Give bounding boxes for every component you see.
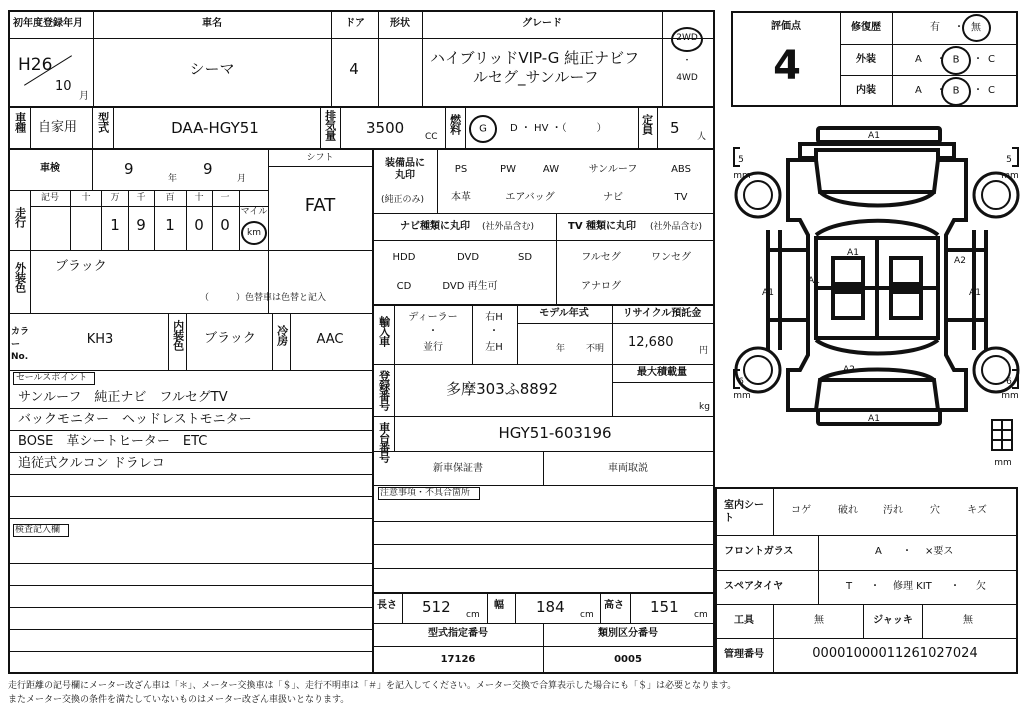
type-no-value: 17126 [440,654,476,665]
height-label: 高さ [604,600,624,611]
mileage-col-5: 十 [194,193,204,203]
equip-option: サンルーフ [588,164,638,175]
equipment-sub: (純正のみ) [381,195,425,205]
shape-header: 形状 [390,18,410,29]
equip-option: TV [674,192,688,203]
ac-label: 冷房 [275,325,289,345]
first-reg-header: 初年度登録年月 [13,18,83,29]
navi-option: DVD [456,252,480,263]
tv-option: アナログ [581,281,621,292]
length-unit: cm [466,610,480,620]
mile-label: マイル [240,207,268,217]
damage-mark: A2 [843,365,855,375]
windshield-dot: ・ [902,546,912,557]
jack-value: 無 [963,615,973,626]
tire-depth: 6 [1006,377,1012,387]
mileage-col-sign: 記号 [40,193,60,203]
ext-grade-dot: ・ [936,54,946,65]
grade-line-1: ハイブリッドVIP-G 純正ナビフ [430,49,640,67]
import-dealer: ディーラー [408,312,458,323]
sales-point-label: セールスポイント [16,373,88,383]
windshield-label: フロントガラス [724,546,794,557]
interior-color-label: 内装色 [171,320,185,350]
tire-unit: mm [733,171,751,181]
tire-depth: 5 [1006,155,1012,165]
color-code: KH3 [86,332,114,347]
mileage-digit: 0 [220,216,230,234]
shift-value: FAT [304,195,336,216]
reg-era: H26 [18,55,53,75]
sales-line: バックモニター ヘッドレストモニター [18,412,252,427]
mileage-col-1: 十 [81,193,91,203]
recycle-unit: 円 [699,346,709,356]
disp-label: 排気量 [323,110,337,140]
class-no-value: 0005 [614,654,642,665]
km-label: km [247,227,261,238]
class-no-label: 類別区分番号 [598,628,658,639]
ext-grade-b: B [952,54,960,66]
capacity-unit: 人 [697,132,707,142]
hand-dot: ・ [489,326,499,337]
type-no-label: 型式指定番号 [428,628,488,639]
seat-option: 破れ [838,505,858,516]
width-label: 幅 [494,600,504,611]
inspection-year: 9 [124,160,134,178]
mileage-label: 走行 [13,207,27,227]
color-change-note: （ ）色替車は色替と記入 [200,293,327,303]
car-name-header: 車名 [202,18,222,29]
fuel-options: D ・ HV ・（ ） [510,123,607,134]
ext-grade-dot2: ・ [973,54,983,65]
mileage-digit: 0 [194,216,204,234]
tire-depth: 6 [738,377,744,387]
spare-tire-label: スペアタイヤ [724,581,784,592]
reg-month-unit: 月 [79,91,89,102]
tools-value: 無 [814,615,824,626]
use-value: 自家用 [38,120,78,135]
eval-score-label: 評価点 [771,21,801,32]
damage-mark: A1 [762,288,774,298]
interior-grade-label: 内装 [856,85,876,96]
navi-type-sub: (社外品含む) [482,222,535,232]
mileage-col-6: 一 [220,193,230,203]
tire-unit: mm [1001,171,1019,181]
tire-depth: 5 [738,155,744,165]
windshield-need: ×要ス [925,546,954,557]
management-no: 0000100001126102702​4 [812,646,978,661]
tire-unit: mm [994,458,1012,468]
disp-value: 3500 [366,119,405,137]
equipment-label: 装備品に丸印 [385,158,425,181]
tv-option: フルセグ [581,252,621,263]
interior-color: ブラック [204,331,256,346]
jack-label: ジャッキ [873,615,913,626]
car-name: シーマ [189,60,235,78]
import-parallel: 並行 [423,342,443,353]
repair-dot: ・ [954,22,964,33]
shift-label: シフト [306,153,334,163]
model-year-unit: 年 [556,344,566,354]
spare-dot2: ・ [950,581,960,592]
inspection-year-unit: 年 [168,174,178,184]
navi-option: SD [517,252,533,263]
sales-line: サンルーフ 純正ナビ フルセグTV [18,390,228,405]
inspection-month: 9 [203,160,213,178]
recycle-label: リサイクル預託金 [622,308,702,319]
use-label: 車種 [13,112,27,132]
main-sheet [8,10,715,674]
drive-4wd: 4WD [676,73,698,83]
equip-option: ナビ [603,192,623,203]
management-no-label: 管理番号 [724,649,764,660]
seat-label: 室内シート [724,500,764,524]
mileage-digit: 1 [165,216,175,234]
width-value: 184 [536,598,565,616]
fuel-value: G [479,123,487,135]
damage-mark: A2 [954,256,966,266]
spare-none: 欠 [976,581,986,592]
damage-mark: A1 [868,414,880,424]
height-value: 151 [650,598,679,616]
sales-line: 追従式クルコン ドラレコ [18,456,165,471]
drive-dot: ・ [682,56,692,66]
seat-option: キズ [967,505,987,516]
disp-unit: CC [425,132,438,142]
import-label: 輸入車 [377,316,391,346]
equip-option: ABS [671,164,691,175]
doors-header: ドア [345,18,365,29]
ac-value: AAC [316,332,344,347]
recycle-value: 12,680 [628,335,674,350]
navi-type-label: ナビ種類に丸印 [400,221,470,232]
plate-value: 多摩303ふ8892 [446,380,558,398]
repair-history-label: 修復歴 [851,22,881,33]
import-dot: ・ [428,326,438,337]
exterior-color-label: 外装色 [13,262,27,292]
max-load-label: 最大積載量 [637,367,687,378]
seat-option: 穴 [930,505,940,516]
height-unit: cm [694,610,708,620]
left-hand: 左H [485,342,503,353]
mileage-col-2: 万 [110,193,120,203]
model-value: DAA-HGY51 [171,119,259,137]
capacity-value: 5 [670,119,680,137]
exterior-color: ブラック [55,259,107,274]
car-damage-diagram [728,120,1024,480]
damage-mark: A1 [868,131,880,141]
int-grade-c: C [988,85,995,96]
model-label: 型式 [96,112,110,132]
tire-unit: mm [1001,391,1019,401]
model-year-label: モデル年式 [539,308,589,319]
tv-option: ワンセグ [651,252,691,263]
equip-option: 本革 [451,192,471,203]
reg-month: 10 [55,79,72,94]
fuel-label: 燃料 [448,114,462,134]
width-unit: cm [580,610,594,620]
mileage-col-3: 千 [136,193,146,203]
chassis-label: 車台番号 [377,422,391,462]
damage-mark: A1 [969,288,981,298]
chassis-value: HGY51-603196 [498,424,612,442]
int-grade-a: A [915,85,922,96]
footer-note-2: またメーター交換の条件を満たしていないものはメーター改ざん車扱いとなります。 [8,695,350,705]
equip-option: エアバッグ [505,192,555,203]
footer-note-1: 走行距離の記号欄にメーター改ざん車は「＊」、メーター交換車は「＄」、走行不明車は「＃」を記入してください。メーター交換で合算表示した場合にも「＄」は必要となります。 [8,681,737,691]
mileage-col-4: 百 [165,193,175,203]
spare-t: T [846,581,853,592]
right-hand: 右H [485,312,503,323]
ext-grade-c: C [988,54,995,65]
tools-label: 工具 [734,615,754,626]
tire-unit: mm [733,391,751,401]
tv-type-sub: (社外品含む) [650,222,703,232]
exterior-grade-label: 外装 [856,54,876,65]
length-value: 512 [422,598,451,616]
notes-label: 注意事項・不具合箇所 [380,488,471,498]
damage-mark: A1 [808,276,820,286]
model-year-unknown: 不明 [586,344,605,354]
door-count: 4 [349,60,359,78]
int-grade-dot: ・ [936,85,946,96]
ext-grade-a: A [915,54,922,65]
length-label: 長さ [377,600,397,611]
int-grade-dot2: ・ [973,85,983,96]
eval-score: 4 [773,43,801,89]
drive-2wd: 2WD [676,33,698,43]
equip-option: AW [542,164,560,175]
repair-yes: 有 [930,22,940,33]
inspection-month-unit: 月 [237,174,247,184]
equip-option: PS [454,164,468,175]
seat-option: コゲ [791,505,811,516]
warranty-doc: 新車保証書 [433,463,483,474]
max-load-unit: kg [699,402,710,412]
sales-line: BOSE 革シートヒーター ETC [18,434,208,449]
manual-doc: 車両取説 [608,463,648,474]
grade-header: グレード [522,18,562,29]
windshield-a: A [875,546,882,557]
mileage-digit: 9 [136,216,146,234]
navi-option: CD [396,281,412,292]
navi-option: DVD 再生可 [442,281,498,292]
spare-dot: ・ [870,581,880,592]
damage-mark: A1 [847,248,859,258]
repair-no: 無 [971,22,981,34]
grade-line-2: ルセグ_サンルーフ [473,68,599,86]
spare-kit: 修理 KIT [893,581,932,592]
seat-option: 汚れ [883,505,903,516]
plate-label: 登録番号 [377,370,391,410]
capacity-label: 定員 [640,114,654,134]
equip-option: PW [500,164,516,175]
navi-option: HDD [392,252,416,263]
mileage-digit: 1 [110,216,120,234]
check-entry-label: 検査記入欄 [15,525,61,535]
inspection-label: 車検 [40,163,60,174]
color-code-label: カラーNo. [11,327,30,363]
tv-type-label: TV 種類に丸印 [568,221,637,232]
int-grade-b: B [952,85,960,97]
